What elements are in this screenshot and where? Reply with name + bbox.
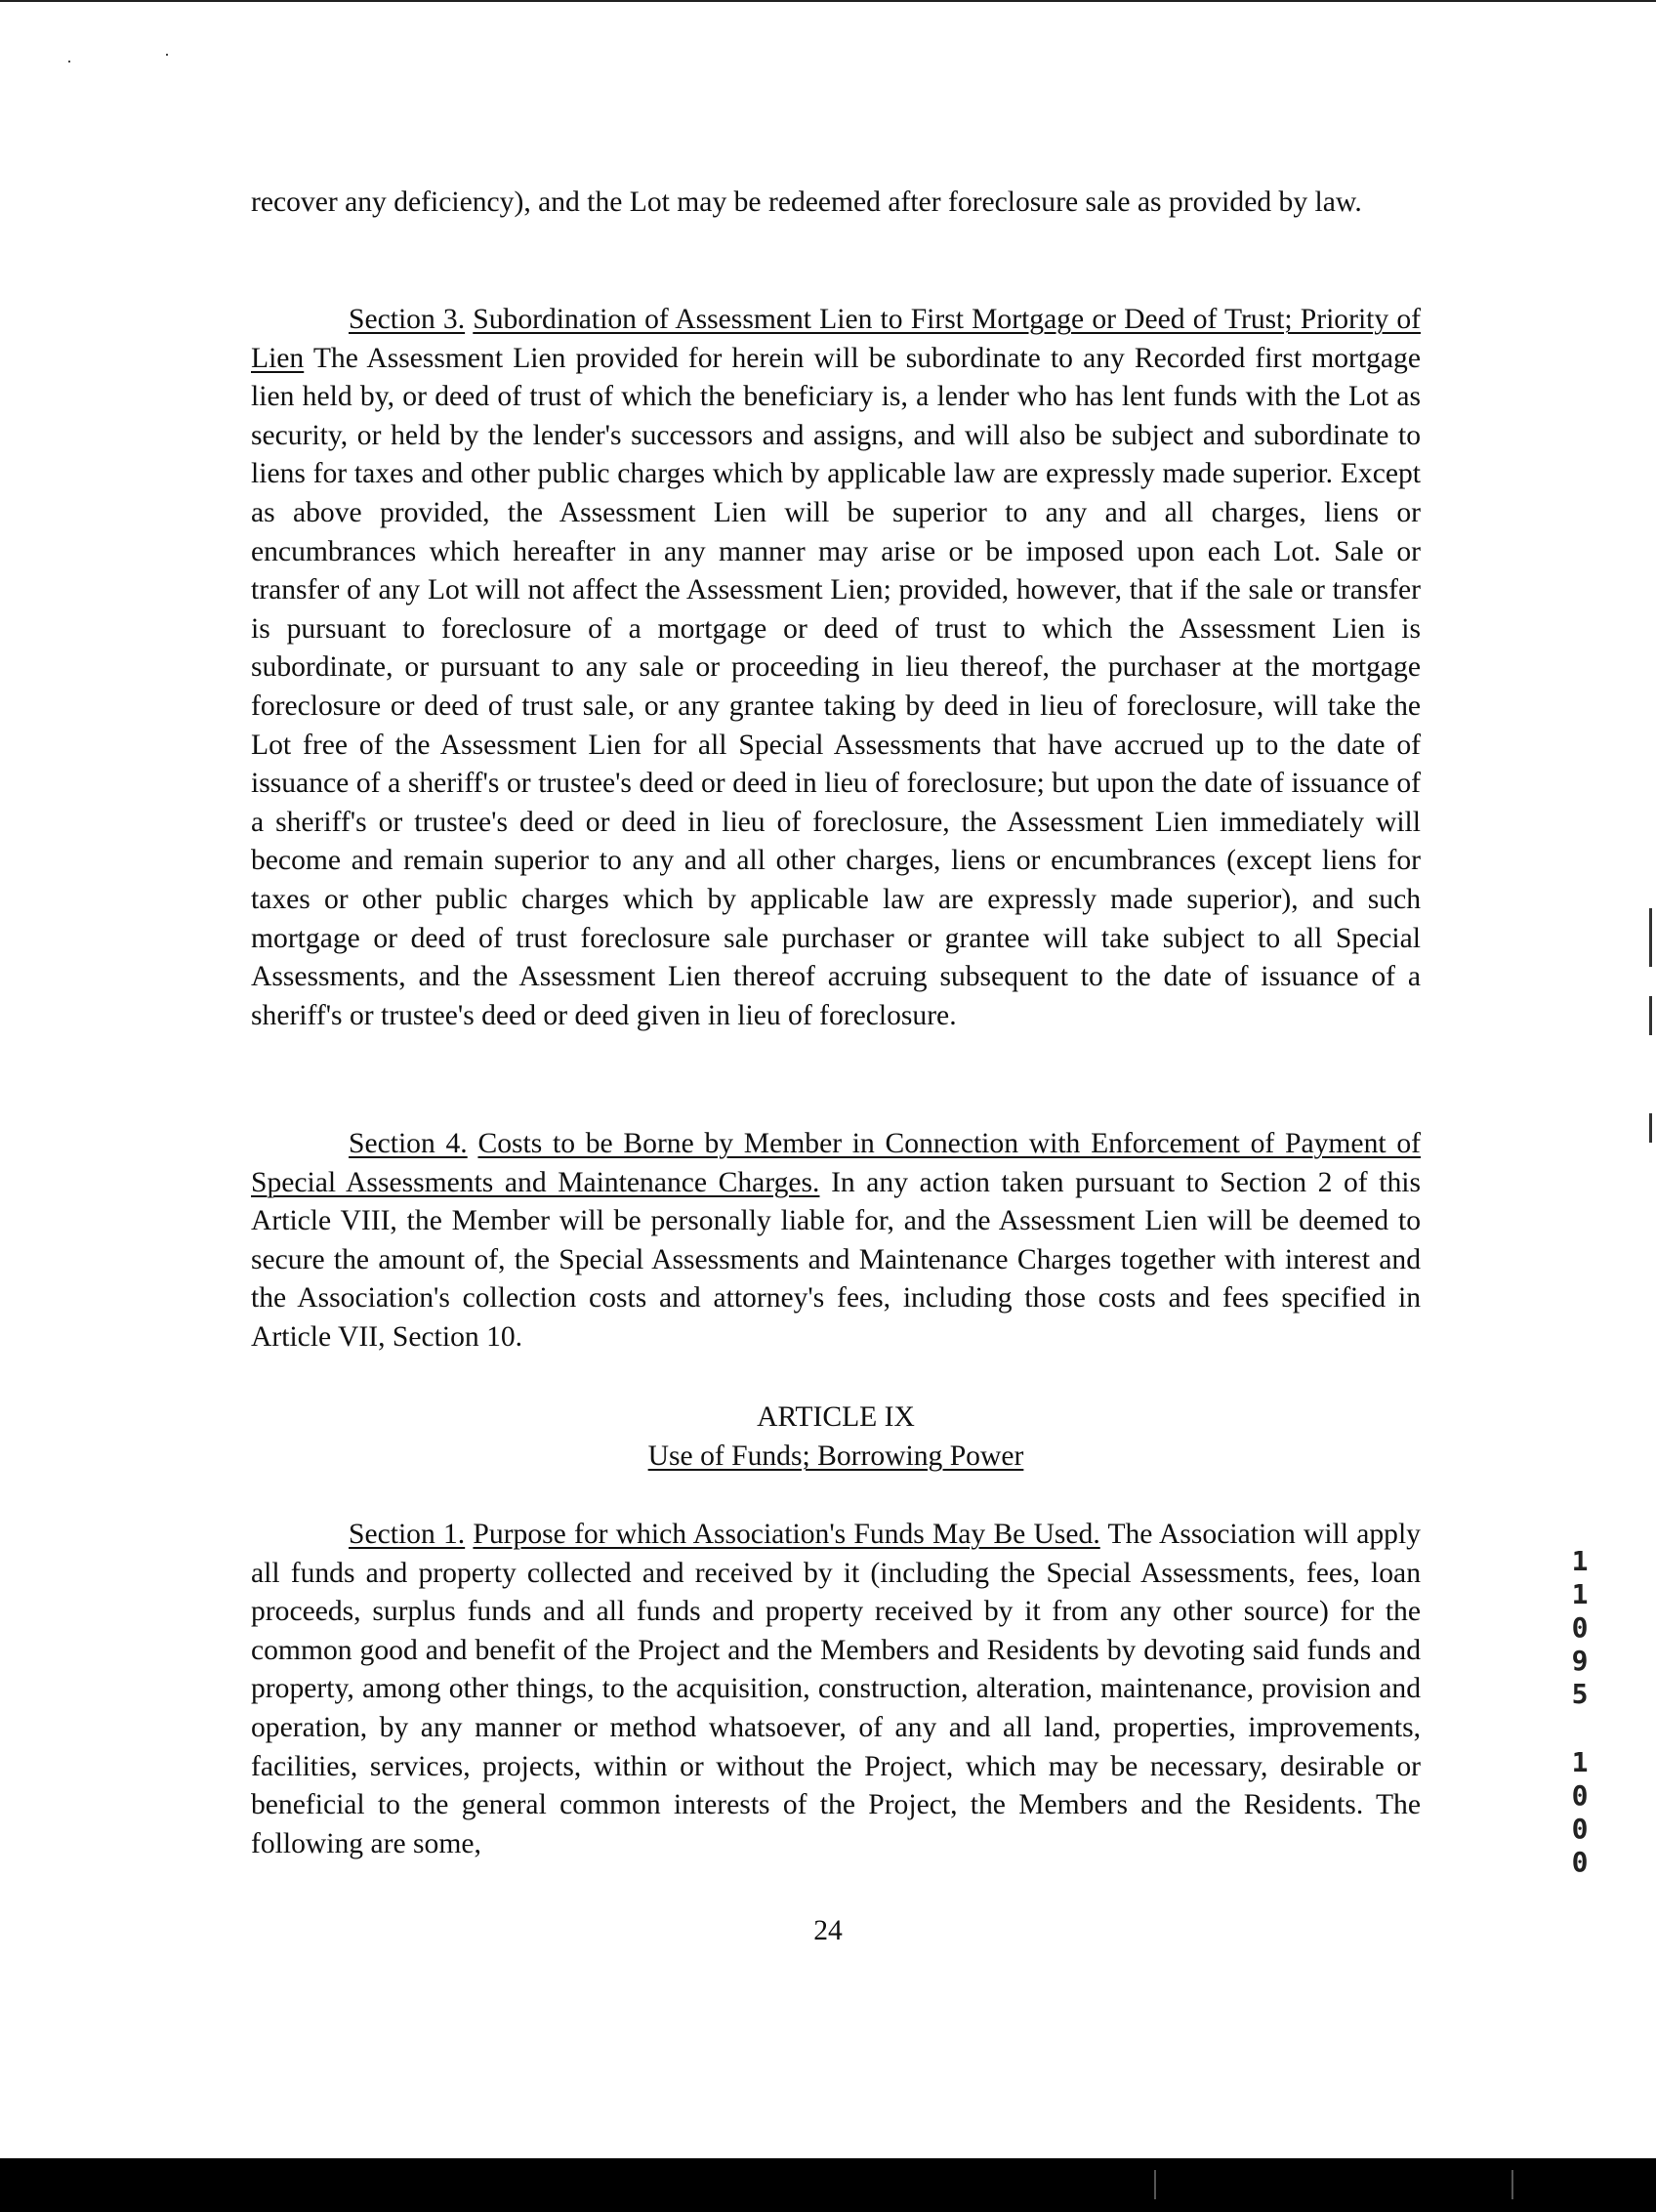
section-3-title: Subordination of Assessment Lien to First Mortgage or Deed of Trust; Priority of Lien <box>251 304 1421 374</box>
article-heading: ARTICLE IX <box>757 1401 915 1433</box>
section-3-body: The Assessment Lien provided for herein will be subordinate to any Recorded first mortgage lien held by, or deed of trust of which the beneficiary is, a lender who has lent funds with the Lot as security, or held by the lender's successors and assigns, and will also be subject and subordinate to liens for taxes and other public charges which by applicable law are expressly made superior. Except as above provided, the Assessment Lien will be superior to any and all charges, liens or encumbrances which hereafter in any manner may arise or be imposed upon each Lot. Sale or transfer of any Lot will not affect the Assessment Lien; provided, however, that if the sale or transfer is pursuant to foreclosure of a mortgage or deed of trust to which the Assessment Lien is subordinate, or pursuant to any sale or proceeding in lieu thereof, the purchaser at the mortgage foreclosure or deed of trust sale, or any grantee taking by deed in lieu of foreclosure, will take the Lot free of the Assessment Lien for all Special Assessments that have accrued up to the date of issuance of a sheriff's or trustee's deed or deed in lieu of foreclosure; but upon the date of issuance of a sheriff's or trustee's deed or deed in lieu of foreclosure, the Assessment Lien immediately will become and remain superior to any and all other charges, liens or encumbrances (except liens for taxes or other public charges which by applicable law are expressly made superior), and such mortgage or deed of trust foreclosure sale purchaser or grantee will take subject to all Special Assessments, and the Assessment Lien thereof accruing subsequent to the date of issuance of a sheriff's or trustee's deed or deed given in lieu of foreclosure. <box>251 342 1421 1031</box>
page-top-border <box>0 0 1656 2</box>
stamp-digit: 0 <box>1571 1611 1589 1644</box>
section-1-body: The Association will apply all funds and property collected and received by it (including the Special Assessments, fees, loan proceeds, surplus funds and all funds and property received by it from any other source) for the common good and benefit of the Project and the Members and Residents by devoting said funds and property, among other things, to the acquisition, construction, alteration, maintenance, provision and operation, by any manner or method whatsoever, of any and all land, properties, improvements, facilities, services, projects, within or without the Project, which may be necessary, desirable or beneficial to the general common interests of the Project, the Members and the Residents. The following are some, <box>251 1519 1421 1859</box>
stamp-digit: 1 <box>1571 1578 1589 1610</box>
stamp-digit: 5 <box>1571 1678 1589 1710</box>
section-4-paragraph <box>251 1125 1421 1357</box>
article-subheading-text: Use of Funds; Borrowing Power <box>647 1440 1024 1472</box>
right-edge-mark <box>1649 996 1652 1035</box>
continuation-text: recover any deficiency), and the Lot may be redeemed after foreclosure sale as provided by law. <box>251 187 1362 218</box>
stamp-digit: 9 <box>1571 1645 1589 1677</box>
right-edge-mark <box>1649 908 1652 967</box>
section-4-body: In any action taken pursuant to Section 2 of this Article VIII, the Member will be personally liable for, and the Assessment Lien will be deemed to secure the amount of, the Special Assessments and Maintenance Charges together with interest and the Association's collection costs and attorney's fees, including those costs and fees specified in Article VII, Section 10. <box>251 1166 1421 1353</box>
stamp-digit: 1 <box>1571 1746 1589 1778</box>
section-1-label: Section 1. <box>349 1519 466 1550</box>
scan-bottom-bar <box>0 2158 1656 2212</box>
scan-bottom-tick <box>1511 2170 1513 2199</box>
page-number: 24 <box>813 1915 843 1946</box>
stamp-digit: 0 <box>1571 1779 1589 1812</box>
section-1-title: Purpose for which Association's Funds May Be Used. <box>473 1519 1100 1550</box>
article-subheading <box>251 1438 1421 1477</box>
right-edge-mark <box>1649 1113 1652 1143</box>
stamp-digit: 0 <box>1571 1846 1589 1878</box>
stamp-digit: 1 <box>1571 1545 1589 1577</box>
section-3-paragraph <box>251 301 1421 1035</box>
section-3-label: Section 3. <box>349 304 466 335</box>
section-1-paragraph <box>251 1516 1421 1863</box>
scan-speck <box>68 61 70 63</box>
section-4-title: Costs to be Borne by Member in Connection with Enforcement of Payment of Special Assessments and Maintenance Charges. <box>251 1128 1421 1198</box>
stamp-digit: 0 <box>1571 1813 1589 1845</box>
margin-stamp-upper <box>1560 1545 1599 1711</box>
margin-stamp-lower <box>1560 1746 1599 1879</box>
section-4-label: Section 4. <box>349 1128 468 1159</box>
scan-speck <box>166 54 168 56</box>
continuation-paragraph <box>251 184 1421 223</box>
scan-bottom-tick <box>1154 2170 1156 2199</box>
